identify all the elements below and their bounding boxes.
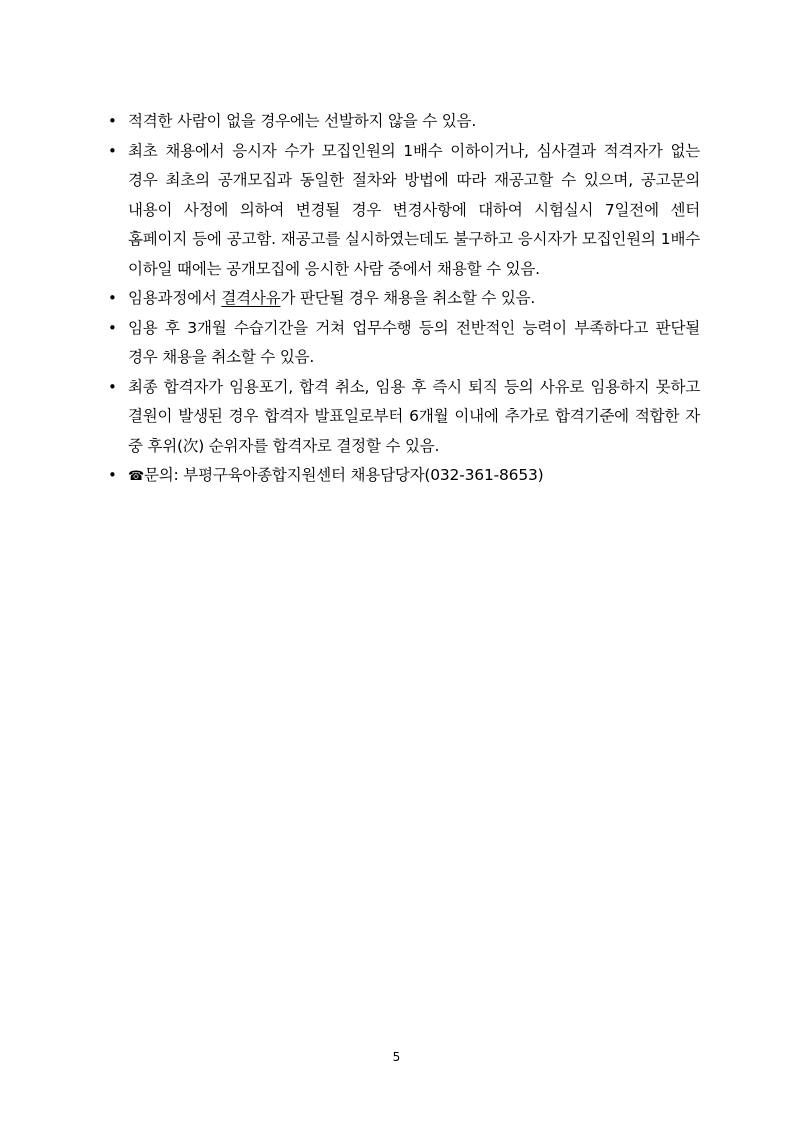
bullet: • — [108, 377, 117, 396]
notice-list — [108, 107, 700, 492]
item-text: 최초 채용에서 응시자 수가 모집인원의 1배수 이하이거나, 심사결과 적격자가 없는 경우 최초의 공개모집과 동일한 절차와 방법에 따라 재공고할 수 있으며, 공고문의 내용이 사정에 의하여 변경될 경우 변경사항에 대하여 시험실시 7일전에 센터 홈페이지 등에 공고함. 재공고를 실시하였는데도 불구하고 응시자가 모집인원의 1배수 이하일 때에는 공개모집에 응시한 사람 중에서 채용할 수 있음. — [128, 141, 700, 278]
disqualification-term: 결격사유 — [221, 289, 281, 307]
item-text: 임용 후 3개월 수습기간을 거쳐 업무수행 등의 전반적인 능력이 부족하다고 판단될 경우 채용을 취소할 수 있음. — [128, 318, 700, 366]
list-item — [108, 373, 700, 462]
list-item — [108, 284, 700, 314]
bullet: • — [108, 141, 117, 160]
item-text-suffix: 가 판단될 경우 채용을 취소할 수 있음. — [280, 289, 536, 307]
list-item — [108, 314, 700, 373]
phone-icon: ☎ — [128, 469, 144, 484]
bullet: • — [108, 112, 117, 130]
list-item — [108, 137, 700, 285]
item-text: 적격한 사람이 없을 경우에는 선발하지 않을 수 있음. — [128, 112, 477, 130]
list-item — [108, 107, 700, 137]
item-text-prefix: 임용과정에서 — [128, 289, 222, 307]
bullet: • — [108, 318, 117, 337]
bullet: • — [108, 289, 117, 307]
item-text: 최종 합격자가 임용포기, 합격 취소, 임용 후 즉시 퇴직 등의 사유로 임용하지 못하고 결원이 발생된 경우 합격자 발표일로부터 6개월 이내에 추가로 합격기준에 적합한 자 중 후위(次) 순위자를 합격자로 결정할 수 있음. — [128, 377, 700, 455]
contact-item — [108, 461, 700, 492]
page-number: 5 — [392, 1050, 401, 1064]
contact-text: 문의: 부평구육아종합지원센터 채용담당자(032-361-8653) — [144, 466, 544, 484]
bullet: • — [108, 466, 117, 484]
